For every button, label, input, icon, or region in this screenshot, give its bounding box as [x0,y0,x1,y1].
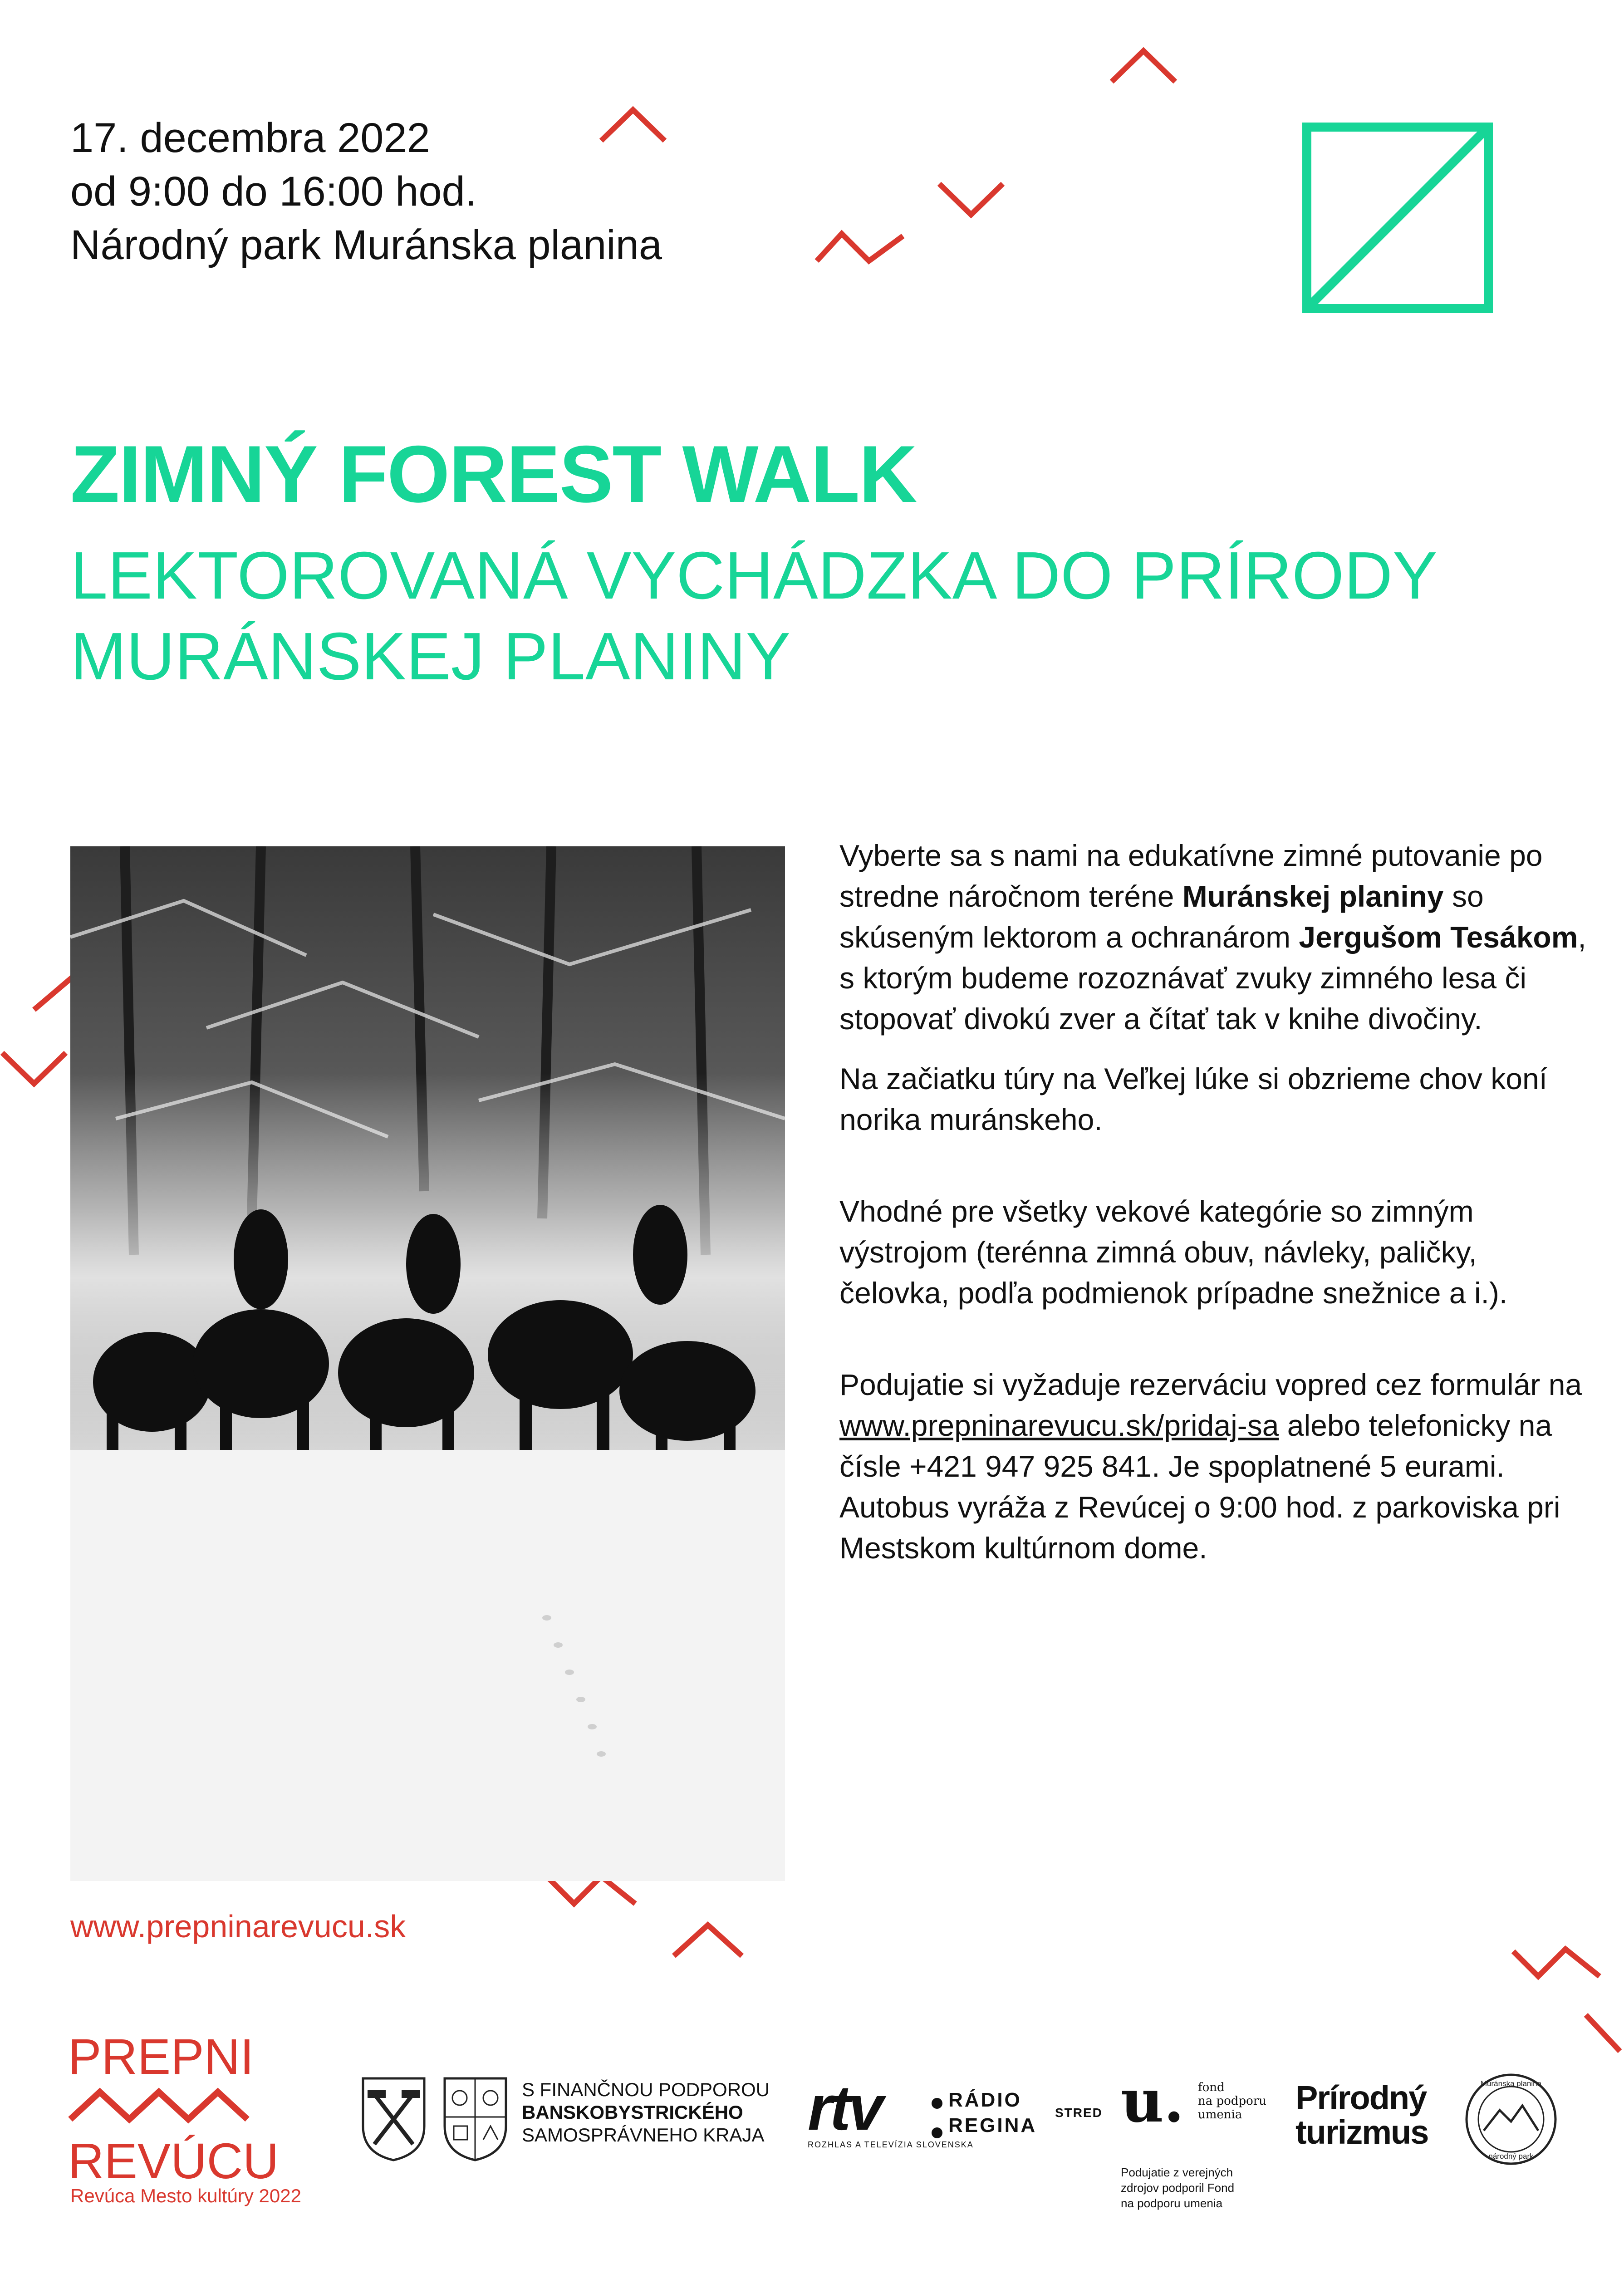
prirodny-line: turizmus [1295,2113,1428,2151]
subtitle-line: LEKTOROVANÁ VYCHÁDZKA DO PRÍRODY [70,538,1438,613]
page-title: ZIMNÝ FOREST WALK [70,429,917,519]
fpu-words [1198,2081,1266,2122]
radio-line: RÁDIO [948,2089,1022,2111]
chevron-up-icon [1109,45,1178,86]
seal-top-text: Muránska planina [1480,2079,1542,2088]
radio-dots-icon [930,2094,944,2144]
event-info [70,111,662,272]
logo-top-text: PREPNI [68,2029,254,2085]
fpu-note-line: na podporu umenia [1121,2196,1223,2210]
text-run: so skúseným lektorom a ochranárom [839,879,1484,954]
registration-link[interactable]: www.prepninarevucu.sk/pridaj-sa [839,1409,1279,1442]
text-run: Podujatie si vyžaduje rezerváciu vopred cez formulár na [839,1368,1582,1401]
chevron-down-icon [0,1048,68,1089]
sponsor-line: BANSKOBYSTRICKÉHO [522,2102,743,2123]
sponsor-line: S FINANČNOU PODPOROU [522,2079,770,2100]
description-paragraph [839,1364,1588,1568]
fpu-logo [1121,2066,1184,2136]
fpu-line: umenia [1198,2108,1242,2122]
fpu-line: fond [1198,2081,1225,2094]
chevron-down-icon [1584,2010,1624,2060]
revuca-crest-icon [361,2076,427,2162]
event-place: Národný park Muránska planina [70,222,662,268]
description-paragraph: Vhodné pre všetky vekové kategórie so zimným výstrojom (terénna zimná obuv, návleky, paličky, čelovka, podľa podmienok prípadne snežnice a i.). [839,1194,1508,1310]
description-paragraph [839,835,1588,1039]
bold-text: Muránskej planiny [1182,879,1444,913]
prirodny-line: Prírodný [1295,2079,1427,2117]
rtv-subtitle: ROZHLAS A TELEVÍZIA SLOVENSKA [808,2140,974,2149]
fpu-note [1121,2165,1234,2211]
national-park-seal-icon [1463,2072,1559,2167]
logo-caption: Revúca Mesto kultúry 2022 [70,2185,301,2206]
text-run: , s ktorým budeme rozoznávať zvuky zimného lesa či stopovať divokú zver a čítať tak v knihe divočiny. [839,920,1586,1036]
event-description [839,835,1588,1587]
prirodny-turizmus-logo [1295,2081,1428,2150]
zigzag-icon [814,227,905,268]
sponsor-line: SAMOSPRÁVNEHO KRAJA [522,2124,765,2146]
bbsk-crest-icon [442,2076,508,2162]
description-paragraph: Na začiatku túry na Veľkej lúke si obzrieme chov koní norika muránskeho. [839,1062,1547,1136]
zigzag-icon [1511,1942,1602,1983]
fpu-note-line: Podujatie z verejných [1121,2166,1233,2179]
chevron-up-icon [599,104,667,145]
event-date: 17. decembra 2022 [70,115,430,161]
chevron-down-icon [937,179,1005,220]
fpu-line: na podporu [1198,2094,1266,2108]
horses-in-snow-photo [70,846,785,1881]
text-run: alebo telefonicky na čísle +421 947 925 841. Je spoplatnené 5 eurami. Autobus vyráža z Revúcej o 9:00 hod. z parkoviska pri Mestskom kultúrnom dome. [839,1409,1560,1565]
fpu-mark: u. [1121,2066,1184,2136]
website-link[interactable]: www.prepninarevucu.sk [70,1909,406,1944]
green-square-logo [1302,123,1493,313]
event-time: od 9:00 do 16:00 hod. [70,168,477,215]
radio-regina-logo [948,2087,1037,2138]
chevron-up-icon [672,1920,744,1960]
radio-line: REGINA [948,2114,1037,2136]
stred-label: STRED [1055,2106,1103,2120]
subtitle-line: MURÁNSKEJ PLANINY [70,619,791,694]
bold-text: Jergušom Tesákom [1299,920,1578,954]
rtv-mark: rtv [808,2072,881,2143]
page-subtitle [70,535,1568,697]
logo-bottom-text: REVÚCU [68,2133,279,2189]
text-run: Vyberte sa s nami na edukatívne zimné putovanie po stredne náročnom teréne [839,839,1543,913]
sponsor-text [522,2078,770,2146]
seal-bottom-text: národný park [1488,2152,1534,2161]
fpu-note-line: zdrojov podporil Fond [1121,2181,1235,2195]
